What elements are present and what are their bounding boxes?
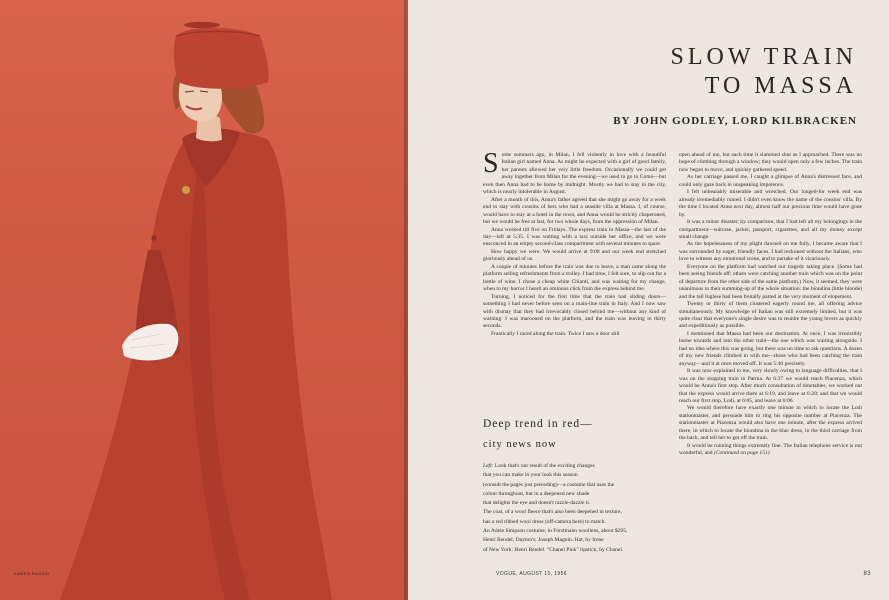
paragraph: It was a minor disaster, by comparison, that I had left all my belongings in the compartment—suitcase, jacket, passport, cigarettes, and all my money except small change. <box>679 219 862 240</box>
fashion-photo-page <box>0 0 408 600</box>
drop-cap: S <box>483 148 499 179</box>
paragraph: Turning, I noticed for the first time that the train had sliding doors—something I had never before seen on a main-line train in Italy. And I now saw with dismay that they had irrevocably closed behind me—without any kind of warning: I was marooned on the platform, and the train was leaving in thirty seconds. <box>483 293 666 330</box>
fashion-caption: Left: Look that's our result of the exciting changes that you can make in your look this season (consult the pages just preceding)—a costume that uses the colour throughout, but in a deepened new shade that delights the eye and doesn't razzle-dazzle it. The coat, of a wool fleece that's also been deepened in texture, has a red ribbed wool dress (off-camera here) to match. An Adele Simpson costume, in Forstmann woollens, about $295. Henri Bendel; Dayton's; Joseph Magnin. Hat, by Irene of New York: Henri Bendel. "Chanel Pink" lipstick, by Chanel. <box>483 463 628 553</box>
article-title <box>671 43 857 101</box>
continued-note: (Continued on page 151) <box>713 450 770 457</box>
article-byline: BY JOHN GODLEY, LORD KILBRACKEN <box>613 115 857 127</box>
paragraph: As the hopelessness of my plight dawned on me fully, I became aware that I was surrounded by eager, friendly faces. I had reckoned without the Italians, who love to witness any emotional scene, and to partake of it vicariously. <box>679 241 862 263</box>
white-gloves <box>122 324 178 361</box>
page-number: 83 <box>863 571 871 577</box>
paragraph: As her carriage passed me, I caught a glimpse of Anna's distressed face, and could only gaze back in unspeaking impotence. <box>679 174 862 188</box>
pillbox-hat <box>174 28 269 89</box>
paragraph: A couple of minutes before the train was due to leave, a man came along the platform selling refreshments from a trolley. I had time, I felt sure, to slip out for a bottle of wine. I chose a cheap white Chianti, and was waiting for my change, when to my horror I heard an ominous click from the express behind me. <box>483 263 666 293</box>
paragraph: Everyone on the platform had watched our tragedy taking place. (Some had been seeing friends off; others were catching another train which was on the point of departure from the other side of the same platform.) Now, it seemed, they were unanimous in their summing-up of the whole situation: the biondina (little blonde) and the tall Inglese had been brutally parted at the very moment of elopement. <box>679 263 862 300</box>
paragraph: Some summers ago, in Milan, I fell violently in love with a beautiful Italian girl named Anna. As might be expected with a girl of good family, her parents allowed her very little freedom. Occasionally we could get away together from Milan for the evening—we used to go to Como—but even then Anna had to be home by midnight. Mostly we had to stay in the city, which is nearly intolerable in August. <box>483 148 666 196</box>
folio-line: VOGUE, AUGUST 15, 1956 <box>496 571 567 577</box>
caption-lead: Left: <box>483 463 494 469</box>
paragraph: How happy we were. We would arrive at 9:08 and our week end stretched gloriously ahead of us. <box>483 248 666 263</box>
brooch <box>182 186 190 194</box>
fashion-heading: Deep trend in red— <box>483 418 593 430</box>
fashion-photo <box>0 0 408 600</box>
fashion-subheading: city news now <box>483 439 557 450</box>
paragraph: It was now explained to me, very slowly owing to language difficulties, that I was on the stopping train to Parma. At 6:37 we would reach Piacenza, which would be Anna's first stop. After much consultation of timetables, we worked out that the express would arrive there at 6:19, and leave at 6:20; and that we would reach our first stop, Lodi, at 6:05, and leave at 6:06. <box>679 368 862 404</box>
paragraph: Frantically I raced along the train. Twice I saw a door still <box>491 330 620 337</box>
paragraph: I felt unbearably miserable and wretched. Our longed-for week end was already irremediably ruined. I didn't even know the name of the cousins' villa. By the time I located Anna next day, almost half our precious time would have gone by. <box>679 189 862 218</box>
paragraph: open ahead of me, but each time it slammed shut as I approached. There was no hope of climbing through a window; they would open only a few inches. The train now began to move, and quickly gathered speed. <box>679 152 862 173</box>
title-line-2: TO MASSA <box>704 73 857 99</box>
title-line-1: SLOW TRAIN <box>670 44 857 70</box>
article-column-right <box>679 152 862 458</box>
paragraph: After a month of this, Anna's father agreed that she might go away for a week end to stay with cousins of hers who had a seaside villa at Massa. I, of course, would have to stay at a hotel in the town, and Anna would be strictly chaperoned, but we would be free at last, for two whole days, from the oppression of Milan. <box>483 196 666 226</box>
paragraph: I mentioned that Massa had been our destination. At once, I was irresistibly borne towards and into the other train—the one which was waiting alongside. I had no idea where this was going, but there was no time to ask questions. A dozen of my new friends climbed in with me—those who had been catching the train anyway—and it at once moved off. It was 5:40 precisely. <box>679 330 862 367</box>
article-column-left <box>483 148 666 338</box>
paragraph: It would be running things extremely fine. The Italian telephone service is not wonderful, and (Continued on page 151) <box>679 442 862 457</box>
photo-credit: KAREN RADKAI <box>14 571 50 576</box>
paragraph: Twenty or thirty of them clustered eagerly round me, all offering advice simultaneously. My knowledge of Italian was still extremely limited, but it was quite clear that everyone's single desire was to reunite the young lovers as quickly and expeditiously as possible. <box>679 301 862 330</box>
paragraph: Anna worked till five on Fridays. The express train to Massa—the last of the day—left at 5:35. I was waiting with a taxi outside her office, and we were ensconced in an empty second-class compartment with several minutes to spare. <box>483 226 666 248</box>
paragraph: We would therefore have exactly one minute in which to locate the Lodi stationmaster, and persuade him to ring his opposite number at Piacenza. The stationmaster at Piacenza would also have one minute, after the express arrived there, in which to locate the biondina in the blue dress, in the third carriage from the back, and tell her to get off the train. <box>679 405 862 442</box>
article-page <box>408 0 889 600</box>
